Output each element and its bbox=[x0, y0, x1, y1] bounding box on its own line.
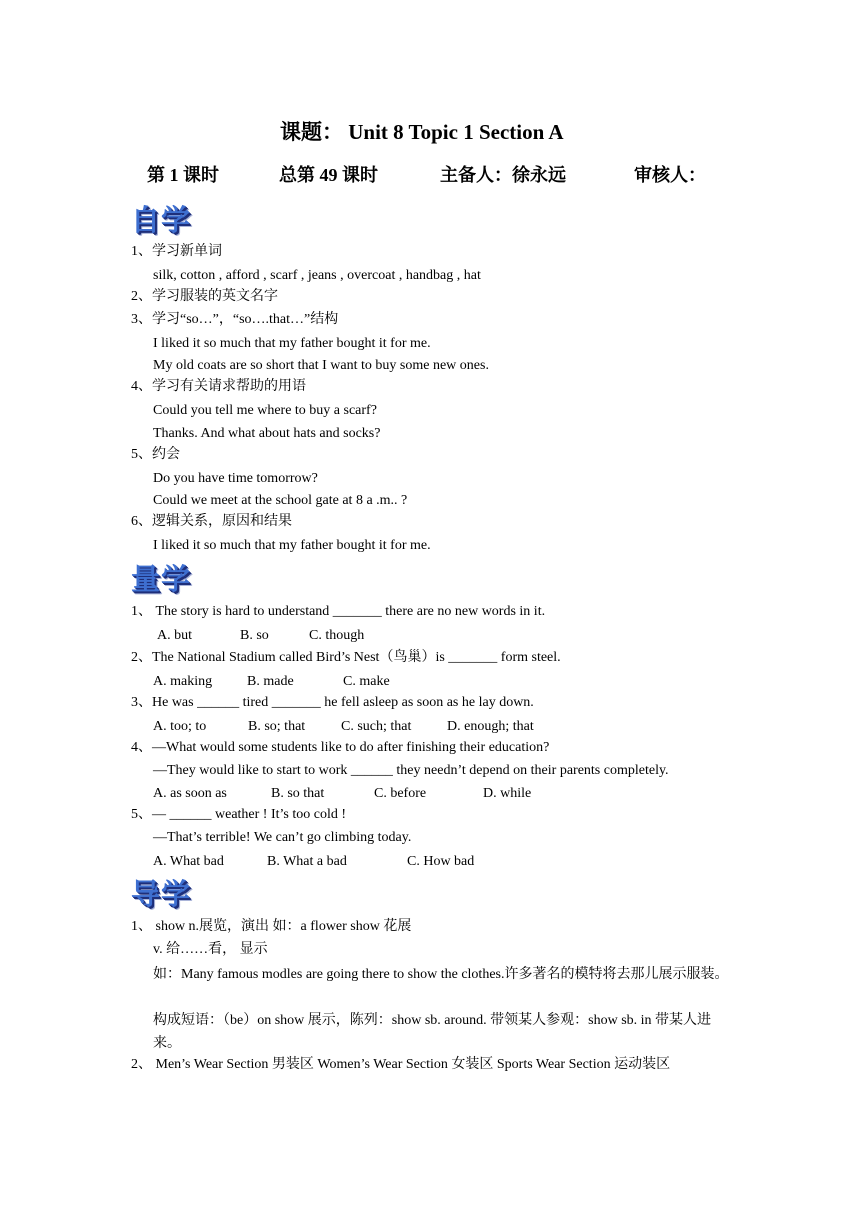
list-item: Could we meet at the school gate at 8 a .m.. ? bbox=[153, 493, 408, 508]
option: A. What bad bbox=[153, 854, 224, 869]
list-item: 2、学习服装的英文名字 bbox=[131, 289, 278, 304]
option: C. How bad bbox=[407, 854, 475, 869]
lesson-number: 第 1 课时 bbox=[147, 165, 219, 185]
list-item: 3、学习“so…”，“so….that…”结构 bbox=[131, 312, 339, 327]
option: C. such; that bbox=[341, 719, 412, 734]
list-item: 1、学习新单词 bbox=[131, 244, 222, 259]
option: B. so; that bbox=[248, 719, 306, 734]
option: C. make bbox=[343, 674, 390, 689]
question-4: 4、—What would some students like to do after finishing their education? bbox=[131, 740, 550, 755]
option: C. before bbox=[374, 786, 427, 801]
question-2: 2、The National Stadium called Bird’s Nest（鸟巢）is _______ form steel. bbox=[131, 650, 561, 665]
option: D. while bbox=[483, 786, 532, 801]
list-item: Thanks. And what about hats and socks? bbox=[153, 426, 381, 441]
option: A. as soon as bbox=[153, 786, 227, 801]
list-item: 5、约会 bbox=[131, 447, 180, 462]
option: C. though bbox=[309, 628, 365, 643]
list-item: I liked it so much that my father bought it for me. bbox=[153, 336, 431, 351]
option: A. making bbox=[153, 674, 213, 689]
question-5-response: —That’s terrible! We can’t go climbing today. bbox=[153, 830, 412, 845]
option: B. What a bad bbox=[267, 854, 347, 869]
question-1: 1、 The story is hard to understand _______ there are no new words in it. bbox=[131, 604, 546, 619]
option: A. but bbox=[157, 628, 192, 643]
page-title: 课题： Unit 8 Topic 1 Section A bbox=[280, 120, 564, 144]
list-item: 6、逻辑关系，原因和结果 bbox=[131, 514, 292, 529]
option: A. too; to bbox=[153, 719, 207, 734]
list-item: silk, cotton , afford , scarf , jeans , overcoat , handbag , hat bbox=[153, 268, 481, 283]
list-item: 4、学习有关请求帮助的用语 bbox=[131, 379, 306, 394]
option: B. so that bbox=[271, 786, 325, 801]
option: B. made bbox=[247, 674, 294, 689]
list-item: I liked it so much that my father bought it for me. bbox=[153, 538, 431, 553]
section-heading-daoxue: 导学 bbox=[131, 877, 192, 911]
list-item: My old coats are so short that I want to buy some new ones. bbox=[153, 358, 489, 373]
list-item: 构成短语：（be）on show 展示，陈列：show sb. around. 带领某人参观：show sb. in 带某人进来。 bbox=[153, 1013, 712, 1051]
list-item: Could you tell me where to buy a scarf? bbox=[153, 403, 377, 418]
reviewer: 审核人： bbox=[634, 165, 706, 185]
option: D. enough; that bbox=[447, 719, 534, 734]
question-5: 5、— ______ weather ! It’s too cold ! bbox=[131, 807, 347, 822]
total-lesson-number: 总第 49 课时 bbox=[279, 165, 378, 185]
section-heading-zixue: 自学 bbox=[131, 203, 192, 237]
preparer: 主备人：徐永远 bbox=[440, 165, 566, 185]
option: B. so bbox=[240, 628, 269, 643]
section-heading-liangxue: 量学 bbox=[131, 562, 192, 596]
list-item: v. 给……看， 显示 bbox=[153, 942, 268, 957]
question-3: 3、He was ______ tired _______ he fell asleep as soon as he lay down. bbox=[131, 695, 534, 710]
question-4-response: —They would like to start to work ______ they needn’t depend on their parents completely. bbox=[153, 763, 669, 778]
list-item: 如：Many famous modles are going there to show the clothes.许多著名的模特将去那儿展示服装。 bbox=[153, 967, 729, 982]
list-item: Do you have time tomorrow? bbox=[153, 471, 318, 486]
list-item: 2、 Men’s Wear Section 男装区 Women’s Wear Section 女装区 Sports Wear Section 运动装区 bbox=[131, 1057, 671, 1072]
list-item: 1、 show n.展览，演出 如：a flower show 花展 bbox=[131, 919, 412, 934]
